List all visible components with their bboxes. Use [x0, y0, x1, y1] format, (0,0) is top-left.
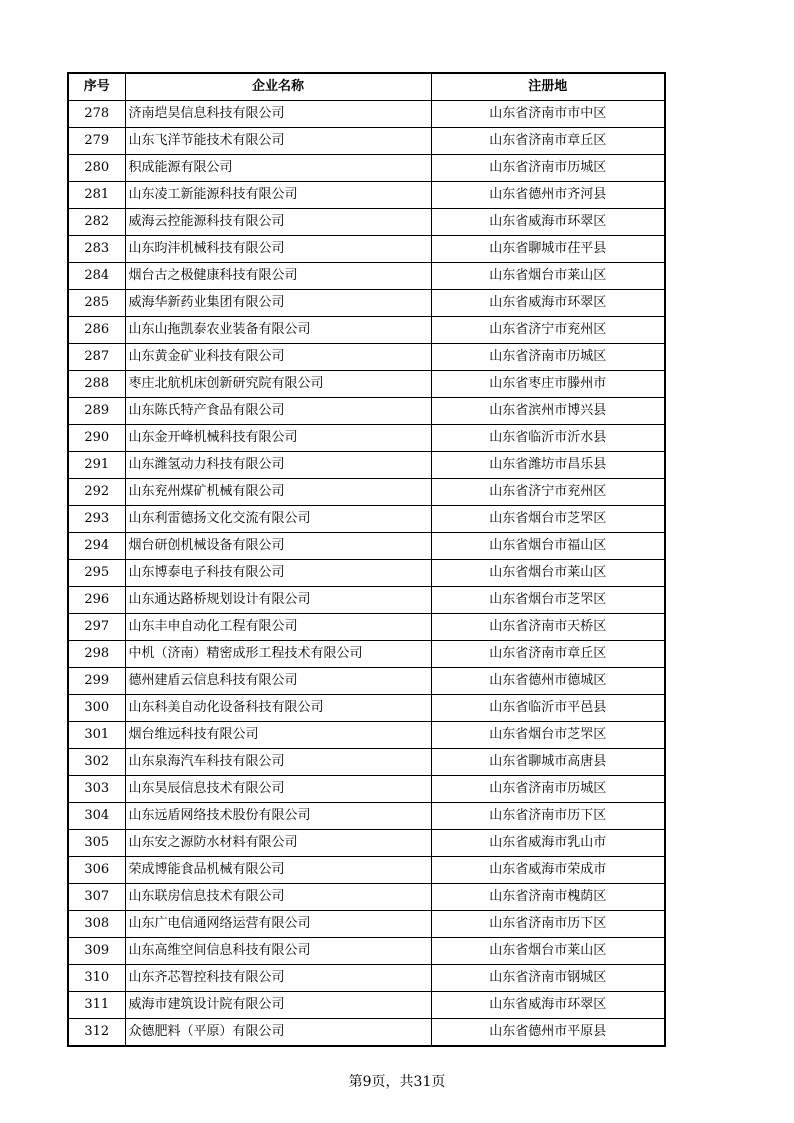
company-name: 山东山拖凯泰农业装备有限公司: [125, 317, 431, 344]
table-row: [68, 128, 665, 155]
table-row: [68, 344, 665, 371]
registered-location: 山东省济南市槐荫区: [431, 884, 665, 911]
row-index: 297: [68, 614, 125, 641]
table-row: [68, 182, 665, 209]
registered-location: 山东省济南市市中区: [431, 101, 665, 128]
company-name: 威海市建筑设计院有限公司: [125, 992, 431, 1019]
registered-location: 山东省聊城市高唐县: [431, 749, 665, 776]
company-name: 山东联房信息技术有限公司: [125, 884, 431, 911]
registered-location: 山东省威海市乳山市: [431, 830, 665, 857]
registered-location: 山东省济南市历下区: [431, 911, 665, 938]
row-index: 300: [68, 695, 125, 722]
row-index: 296: [68, 587, 125, 614]
company-name: 枣庄北航机床创新研究院有限公司: [125, 371, 431, 398]
row-index: 289: [68, 398, 125, 425]
registered-location: 山东省烟台市福山区: [431, 533, 665, 560]
table-row: [68, 101, 665, 128]
table-row: [68, 479, 665, 506]
row-index: 280: [68, 155, 125, 182]
company-name: 山东泉海汽车科技有限公司: [125, 749, 431, 776]
row-index: 285: [68, 290, 125, 317]
table-row: [68, 587, 665, 614]
registered-location: 山东省临沂市沂水县: [431, 425, 665, 452]
row-index: 307: [68, 884, 125, 911]
row-index: 295: [68, 560, 125, 587]
company-name: 山东科美自动化设备科技有限公司: [125, 695, 431, 722]
row-index: 278: [68, 101, 125, 128]
row-index: 291: [68, 452, 125, 479]
registered-location: 山东省济南市钢城区: [431, 965, 665, 992]
row-index: 288: [68, 371, 125, 398]
row-index: 299: [68, 668, 125, 695]
company-name: 山东高维空间信息科技有限公司: [125, 938, 431, 965]
table-row: [68, 614, 665, 641]
registered-location: 山东省威海市环翠区: [431, 290, 665, 317]
company-name: 中机（济南）精密成形工程技术有限公司: [125, 641, 431, 668]
row-index: 279: [68, 128, 125, 155]
header-registered-location: 注册地: [431, 73, 665, 101]
row-index: 287: [68, 344, 125, 371]
registered-location: 山东省聊城市茌平县: [431, 236, 665, 263]
company-name: 山东潍氢动力科技有限公司: [125, 452, 431, 479]
company-name: 山东飞洋节能技术有限公司: [125, 128, 431, 155]
table-row: [68, 857, 665, 884]
table-row: [68, 155, 665, 182]
registered-location: 山东省滨州市博兴县: [431, 398, 665, 425]
table-row: [68, 371, 665, 398]
company-name: 山东齐芯智控科技有限公司: [125, 965, 431, 992]
company-name: 众德肥料（平原）有限公司: [125, 1019, 431, 1047]
row-index: 284: [68, 263, 125, 290]
table-row: [68, 776, 665, 803]
table-row: [68, 749, 665, 776]
row-index: 294: [68, 533, 125, 560]
company-name: 山东远盾网络技术股份有限公司: [125, 803, 431, 830]
row-index: 293: [68, 506, 125, 533]
table-row: [68, 965, 665, 992]
company-name: 山东昀沣机械科技有限公司: [125, 236, 431, 263]
company-name: 威海华新药业集团有限公司: [125, 290, 431, 317]
row-index: 282: [68, 209, 125, 236]
company-name: 山东昊辰信息技术有限公司: [125, 776, 431, 803]
table-row: [68, 803, 665, 830]
company-name: 山东博泰电子科技有限公司: [125, 560, 431, 587]
registered-location: 山东省枣庄市滕州市: [431, 371, 665, 398]
company-name: 山东安之源防水材料有限公司: [125, 830, 431, 857]
table-body: [68, 101, 665, 1047]
row-index: 290: [68, 425, 125, 452]
row-index: 286: [68, 317, 125, 344]
row-index: 309: [68, 938, 125, 965]
header-index: 序号: [68, 73, 125, 101]
row-index: 308: [68, 911, 125, 938]
table-row: [68, 938, 665, 965]
company-name: 荣成博能食品机械有限公司: [125, 857, 431, 884]
table-row: [68, 1019, 665, 1047]
table-row: [68, 533, 665, 560]
registered-location: 山东省济南市章丘区: [431, 128, 665, 155]
registered-location: 山东省烟台市芝罘区: [431, 722, 665, 749]
table-row: [68, 668, 665, 695]
table-header-row: [68, 73, 665, 101]
page-number: 第9页，共31页: [348, 1074, 446, 1090]
row-index: 310: [68, 965, 125, 992]
company-name: 山东丰申自动化工程有限公司: [125, 614, 431, 641]
company-name: 山东广电信通网络运营有限公司: [125, 911, 431, 938]
registered-location: 山东省德州市齐河县: [431, 182, 665, 209]
table-row: [68, 884, 665, 911]
row-index: 301: [68, 722, 125, 749]
row-index: 312: [68, 1019, 125, 1047]
registered-location: 山东省济南市历城区: [431, 344, 665, 371]
registered-location: 山东省济南市历城区: [431, 155, 665, 182]
company-name: 山东利雷德扬文化交流有限公司: [125, 506, 431, 533]
registered-location: 山东省济南市章丘区: [431, 641, 665, 668]
company-name: 山东兖州煤矿机械有限公司: [125, 479, 431, 506]
row-index: 292: [68, 479, 125, 506]
row-index: 304: [68, 803, 125, 830]
registered-location: 山东省济南市历城区: [431, 776, 665, 803]
company-name: 山东陈氏特产食品有限公司: [125, 398, 431, 425]
table-row: [68, 641, 665, 668]
table-row: [68, 317, 665, 344]
registered-location: 山东省烟台市芝罘区: [431, 506, 665, 533]
table-row: [68, 992, 665, 1019]
registered-location: 山东省烟台市芝罘区: [431, 587, 665, 614]
row-index: 303: [68, 776, 125, 803]
table-row: [68, 695, 665, 722]
company-name: 烟台维远科技有限公司: [125, 722, 431, 749]
table-row: [68, 506, 665, 533]
registered-location: 山东省烟台市莱山区: [431, 938, 665, 965]
table-row: [68, 560, 665, 587]
registered-location: 山东省威海市荣成市: [431, 857, 665, 884]
company-name: 山东黄金矿业科技有限公司: [125, 344, 431, 371]
registered-location: 山东省威海市环翠区: [431, 209, 665, 236]
table-row: [68, 236, 665, 263]
row-index: 281: [68, 182, 125, 209]
table-row: [68, 722, 665, 749]
registered-location: 山东省临沂市平邑县: [431, 695, 665, 722]
enterprise-table-container: [67, 72, 664, 1047]
row-index: 302: [68, 749, 125, 776]
table-row: [68, 263, 665, 290]
row-index: 311: [68, 992, 125, 1019]
table-row: [68, 209, 665, 236]
row-index: 298: [68, 641, 125, 668]
registered-location: 山东省济南市天桥区: [431, 614, 665, 641]
registered-location: 山东省烟台市莱山区: [431, 560, 665, 587]
registered-location: 山东省济宁市兖州区: [431, 479, 665, 506]
company-name: 山东通达路桥规划设计有限公司: [125, 587, 431, 614]
company-name: 积成能源有限公司: [125, 155, 431, 182]
registered-location: 山东省德州市德城区: [431, 668, 665, 695]
registered-location: 山东省潍坊市昌乐县: [431, 452, 665, 479]
table-row: [68, 830, 665, 857]
row-index: 306: [68, 857, 125, 884]
company-name: 山东金开峰机械科技有限公司: [125, 425, 431, 452]
registered-location: 山东省济宁市兖州区: [431, 317, 665, 344]
table-row: [68, 398, 665, 425]
header-company-name: 企业名称: [125, 73, 431, 101]
company-name: 济南垲昊信息科技有限公司: [125, 101, 431, 128]
company-name: 烟台古之极健康科技有限公司: [125, 263, 431, 290]
registered-location: 山东省德州市平原县: [431, 1019, 665, 1047]
company-name: 德州建盾云信息科技有限公司: [125, 668, 431, 695]
table-row: [68, 452, 665, 479]
table-row: [68, 425, 665, 452]
enterprise-table: [67, 72, 666, 1047]
row-index: 305: [68, 830, 125, 857]
registered-location: 山东省威海市环翠区: [431, 992, 665, 1019]
table-row: [68, 290, 665, 317]
row-index: 283: [68, 236, 125, 263]
company-name: 烟台研创机械设备有限公司: [125, 533, 431, 560]
company-name: 山东凌工新能源科技有限公司: [125, 182, 431, 209]
registered-location: 山东省济南市历下区: [431, 803, 665, 830]
table-row: [68, 911, 665, 938]
company-name: 威海云控能源科技有限公司: [125, 209, 431, 236]
registered-location: 山东省烟台市莱山区: [431, 263, 665, 290]
